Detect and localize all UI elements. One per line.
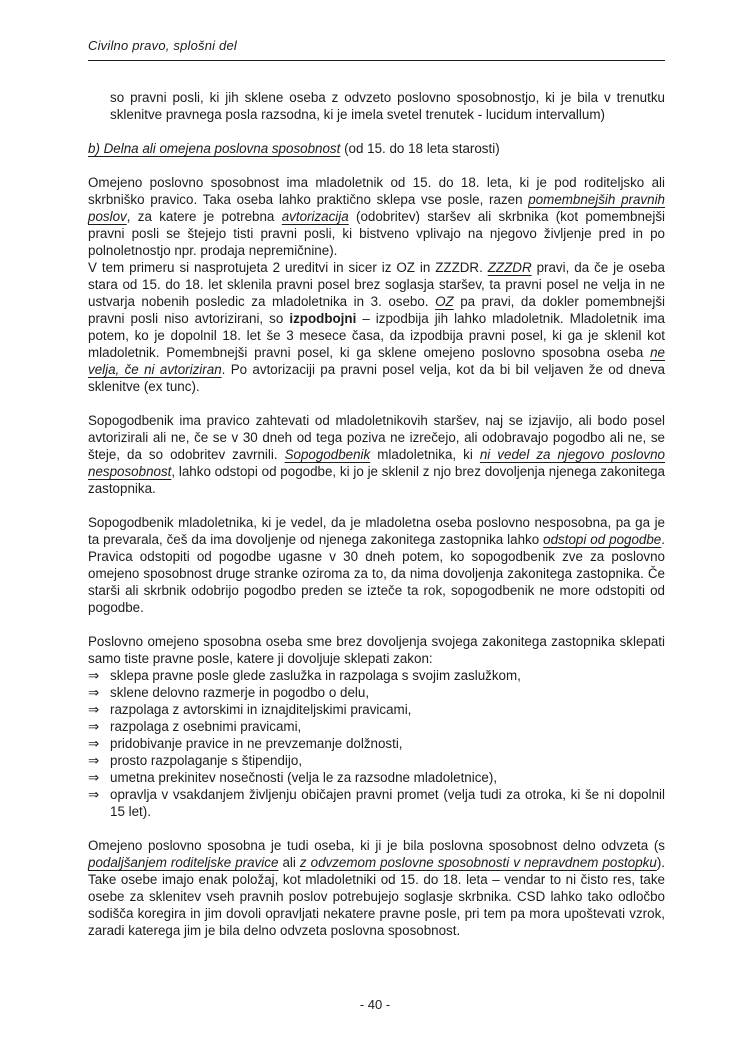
text-run: . Po avtorizaciji pa pravni posel velja, kot da bi bil veljaven že od dneva sklenitve (ex tunc).: [88, 362, 665, 394]
text-run: pravi, da če je oseba stara od 15. do 18. let sklenila pravni posel brez soglasja staršev, ta pravni posel ne velja in ne ustvarja nobenih posledic za mladoletnika in 3. osebo.: [88, 260, 665, 309]
document-content: [88, 89, 665, 939]
text-run: z odvzemom poslovne sposobnosti v nepravdnem postopku: [299, 855, 657, 870]
list-item: [88, 701, 665, 718]
arrow-bullet: ⇒: [88, 753, 100, 768]
list-item: [88, 786, 665, 820]
text-run: odstopi od pogodbe: [543, 532, 662, 547]
section-heading: [88, 140, 665, 157]
intro-continuation-paragraph: [88, 89, 665, 123]
arrow-bullet: ⇒: [88, 685, 100, 700]
arrow-bullet: ⇒: [88, 770, 100, 785]
list-item: [88, 752, 665, 769]
text-run: Omejeno poslovno sposobna je tudi oseba, ki ji je bila poslovna sposobnost delno odvzeta (s: [88, 838, 665, 853]
list-item-text: sklene delovno razmerje in pogodbo o delu,: [110, 685, 370, 700]
text-run: ZZZDR: [487, 260, 532, 275]
list-item: [88, 718, 665, 735]
list-item-text: razpolaga z osebnimi pravicami,: [110, 719, 302, 734]
list-item-text: pridobivanje pravice in ne prevzemanje dolžnosti,: [110, 736, 403, 751]
text-run: Poslovno omejeno sposobna oseba sme brez dovoljenja svojega zakonitega zastopnika sklepati samo tiste pravne posle, katere ji dovoljuje sklepati zakon:: [88, 634, 665, 666]
text-run: pa pravi, da dokler pomembnejši pravni posli niso avtorizirani, so: [88, 294, 665, 326]
text-run: ne velja, če ni avtoriziran: [88, 345, 665, 377]
paragraph: [88, 633, 665, 667]
paragraph: [88, 259, 665, 395]
text-run: Sopogodbenik: [284, 447, 371, 462]
list-item-text: razpolaga z avtorskimi in iznajditeljskimi pravicami,: [110, 702, 412, 717]
text-run: izpodbojni: [289, 311, 357, 326]
list-item: [88, 769, 665, 786]
paragraph: [88, 412, 665, 497]
paragraph: [88, 837, 665, 939]
arrow-bullet: ⇒: [88, 736, 100, 751]
text-run: , za katere je potrebna: [126, 209, 282, 224]
text-run: mladoletnika, ki: [370, 447, 480, 462]
text-run: ali: [278, 855, 300, 870]
text-run: OZ: [435, 294, 454, 309]
paragraph: [88, 174, 665, 259]
text-run: – izpodbija jih lahko mladoletnik. Mladoletnik ima potem, ko je dopolnil 18. let še 3 mesece časa, da izpodbija pravni posel, ki ga je sklenil kot mladoletnik. Pomembnejši pravni posel, ki ga sklene omejeno poslovno sposobna oseba: [88, 311, 665, 360]
list-item: [88, 684, 665, 701]
arrow-bullet: ⇒: [88, 719, 100, 734]
text-run: (odobritev) staršev ali skrbnika (kot pomembnejši pravni posli se štejejo tisti pravni posli, ki bistveno vplivajo na njegovo življenje pred in po polnoletnostjo npr. prodaja nepremičnine).: [88, 209, 665, 258]
text-run: avtorizacija: [281, 209, 349, 224]
list-item: [88, 667, 665, 684]
text-run: Sopogodbenik mladoletnika, ki je vedel, da je mladoletna oseba poslovno nesposobna, pa ga je ta prevarala, češ da ima dovoljenje od njenega zakonitega zastopnika lahko: [88, 515, 665, 547]
text-run: pomembnejših pravnih poslov: [88, 192, 665, 224]
list-item-text: sklepa pravne posle glede zaslužka in razpolaga s svojim zaslužkom,: [110, 668, 521, 683]
list-item-text: umetna prekinitev nosečnosti (velja le za razsodne mladoletnice),: [110, 770, 498, 785]
running-header: Civilno pravo, splošni del: [88, 38, 665, 61]
text-run: V tem primeru si nasprotujeta 2 ureditvi in sicer iz OZ in ZZZDR.: [88, 260, 488, 275]
text-run: podaljšanjem roditeljske pravice: [88, 855, 279, 870]
list-item-text: prosto razpolaganje s štipendijo,: [110, 753, 303, 768]
arrow-list: [88, 667, 665, 820]
text-run: ni vedel za njegovo poslovno nesposobnost: [88, 447, 666, 479]
page-content-area: [88, 38, 665, 939]
arrow-bullet: ⇒: [88, 668, 100, 683]
arrow-bullet: ⇒: [88, 702, 100, 717]
text-run: so pravni posli, ki jih sklene oseba z odvzeto poslovno sposobnostjo, ki je bila v trenutku sklenitve pravnega posla razsodna, ki je imela svetel trenutek - lucidum intervallum): [110, 90, 665, 122]
arrow-bullet: ⇒: [88, 787, 100, 802]
text-run: (od 15. do 18 leta starosti): [340, 141, 500, 156]
text-run: Omejeno poslovno sposobnost ima mladoletnik od 15. do 18. leta, ki je pod roditeljsko ali skrbniško pravico. Taka oseba lahko praktično sklepa vse posle, razen: [88, 175, 665, 207]
text-run: . Pravica odstopiti od pogodbe ugasne v 30 dneh potem, ko sopogodbenik zve za poslovno omejeno sposobnost druge stranke oziroma za to, da nima dovoljenja zakonitega zastopnika. Če starši ali skrbnik odobrijo pogodbo preden se izteče ta rok, sopogodbenik ne more odstopiti od pogodbe.: [88, 532, 665, 615]
paragraph: [88, 514, 665, 616]
text-run: , lahko odstopi od pogodbe, ki jo je sklenil z njo brez dovoljenja njenega zakonitega zastopnika.: [88, 464, 665, 496]
text-run: Sopogodbenik ima pravico zahtevati od mladoletnikovih staršev, naj se izjavijo, ali bodo posel avtorizirali ali ne, če se v 30 dneh od tega poziva ne izrečejo, ali odobravajo pogodbo ali ne, se šteje, da so odobritev zavrnili.: [88, 413, 665, 462]
list-item-text: opravlja v vsakdanjem življenju običajen pravni promet (velja tudi za otroka, ki še ni dopolnil 15 let).: [110, 787, 665, 819]
list-item: [88, 735, 665, 752]
text-run: b) Delna ali omejena poslovna sposobnost: [88, 141, 341, 156]
page-number: - 40 -: [359, 997, 391, 1012]
text-run: ). Take osebe imajo enak položaj, kot mladoletniki od 15. do 18. leta – vendar to ni čisto res, take osebe za sklenitev vseh pravnih poslov potrebujejo soglasje skrbnika. CSD lahko tako odločbo sodišča koregira in jim dovoli opravljati nekatere pravne posle, pri tem pa mora upoštevati vzrok, zaradi katerega jim je bila delno odvzeta poslovna sposobnost.: [88, 855, 665, 938]
